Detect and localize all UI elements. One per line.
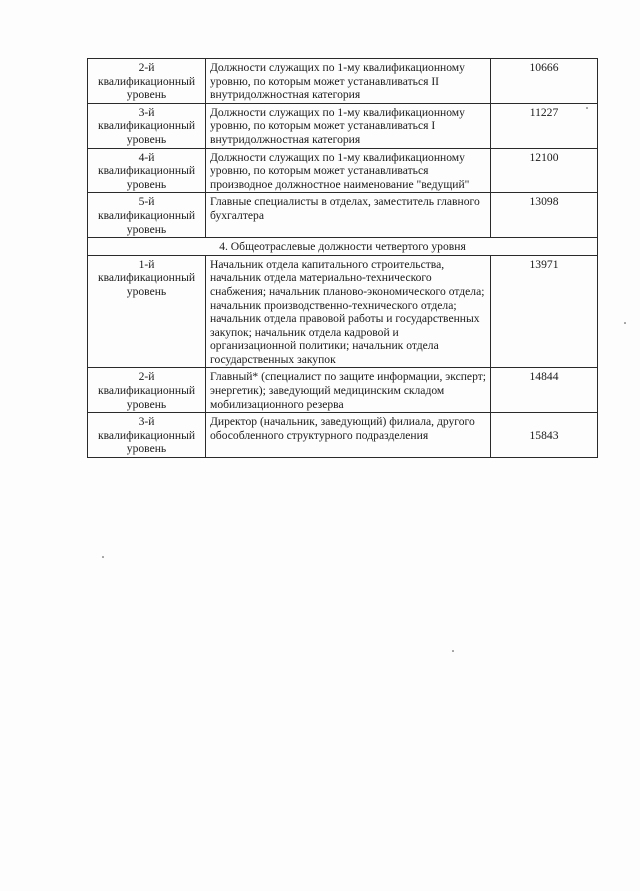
table-row bbox=[88, 413, 598, 458]
scan-speck bbox=[586, 107, 588, 109]
scan-speck bbox=[102, 556, 104, 558]
section-header-row bbox=[88, 238, 598, 256]
qualification-level-text: квалификационный bbox=[97, 428, 196, 442]
qualification-level-cell bbox=[88, 255, 206, 368]
salary-amount-cell: 15843 bbox=[491, 413, 598, 458]
salary-amount-cell: 12100 bbox=[491, 148, 598, 193]
qualification-level-text: квалификационный bbox=[97, 119, 196, 133]
qualification-level-cell bbox=[88, 103, 206, 148]
qualification-level-text: 2-й bbox=[138, 61, 155, 74]
qualification-level-text: уровень bbox=[126, 442, 167, 456]
position-description-cell: Должности служащих по 1-му квалификационному уровню, по которым может устанавливаться II внутридолжностная категория bbox=[206, 59, 491, 104]
qualification-level-text: 2-й bbox=[138, 370, 155, 384]
salary-table-body bbox=[88, 59, 598, 458]
salary-amount-cell: 14844 bbox=[491, 368, 598, 413]
table-row bbox=[88, 103, 598, 148]
position-description-cell: Директор (начальник, заведующий) филиала, другого обособленного структурного подразделения bbox=[206, 413, 491, 458]
salary-amount-cell: 13971 bbox=[491, 255, 598, 368]
table-row bbox=[88, 59, 598, 104]
qualification-level-text: квалификационный bbox=[97, 164, 196, 178]
qualification-level-text: 1-й bbox=[138, 257, 155, 271]
qualification-level-text: уровень bbox=[126, 397, 167, 411]
qualification-level-text: квалификационный bbox=[97, 74, 196, 88]
qualification-level-cell bbox=[88, 413, 206, 458]
position-description-cell: Главный* (специалист по защите информации, эксперт; энергетик); заведующий медицинским складом мобилизационного резерва bbox=[206, 368, 491, 413]
position-description-cell: Начальник отдела капитального строительства, начальник отдела материально-технического снабжения; начальник планово-экономического отдела; начальник производственно-технического отдела; начальник отдела правовой работы и государственных закупок; начальник отдела кадровой и организационной политики; начальник отдела государственных закупок bbox=[206, 255, 491, 368]
qualification-level-text: квалификационный bbox=[97, 271, 196, 285]
qualification-level-text: уровень bbox=[126, 88, 167, 102]
qualification-level-text: квалификационный bbox=[97, 208, 196, 222]
position-description-cell: Главные специалисты в отделах, заместитель главного бухгалтера bbox=[206, 193, 491, 238]
section-title: 4. Общеотраслевые должности четвертого уровня bbox=[88, 238, 598, 256]
qualification-level-text: 3-й bbox=[138, 105, 155, 119]
qualification-level-text: 4-й bbox=[138, 150, 155, 164]
salary-amount-cell: 10666 bbox=[491, 59, 598, 104]
qualification-level-text: 5-й bbox=[138, 195, 155, 209]
qualification-level-cell bbox=[88, 368, 206, 413]
scan-speck bbox=[624, 322, 626, 324]
position-description-cell: Должности служащих по 1-му квалификационному уровню, по которым может устанавливаться I внутридолжностная категория bbox=[206, 103, 491, 148]
qualification-level-cell bbox=[88, 148, 206, 193]
qualification-level-cell bbox=[88, 193, 206, 238]
qualification-level-text: квалификационный bbox=[97, 384, 196, 398]
qualification-level-text: уровень bbox=[126, 284, 167, 298]
qualification-level-text: уровень bbox=[126, 222, 167, 236]
table-row bbox=[88, 368, 598, 413]
position-description-cell: Должности служащих по 1-му квалификационному уровню, по которым может устанавливаться производное должностное наименование "ведущий" bbox=[206, 148, 491, 193]
qualification-level-cell bbox=[88, 59, 206, 104]
qualification-level-text: 3-й bbox=[138, 415, 155, 429]
salary-table bbox=[87, 58, 598, 458]
table-row bbox=[88, 148, 598, 193]
scan-speck bbox=[452, 650, 454, 652]
salary-amount-cell: 13098 bbox=[491, 193, 598, 238]
table-row bbox=[88, 193, 598, 238]
qualification-level-text: уровень bbox=[126, 177, 167, 191]
table-row bbox=[88, 255, 598, 368]
qualification-level-text: уровень bbox=[126, 132, 167, 146]
salary-amount-cell: 11227 bbox=[491, 103, 598, 148]
